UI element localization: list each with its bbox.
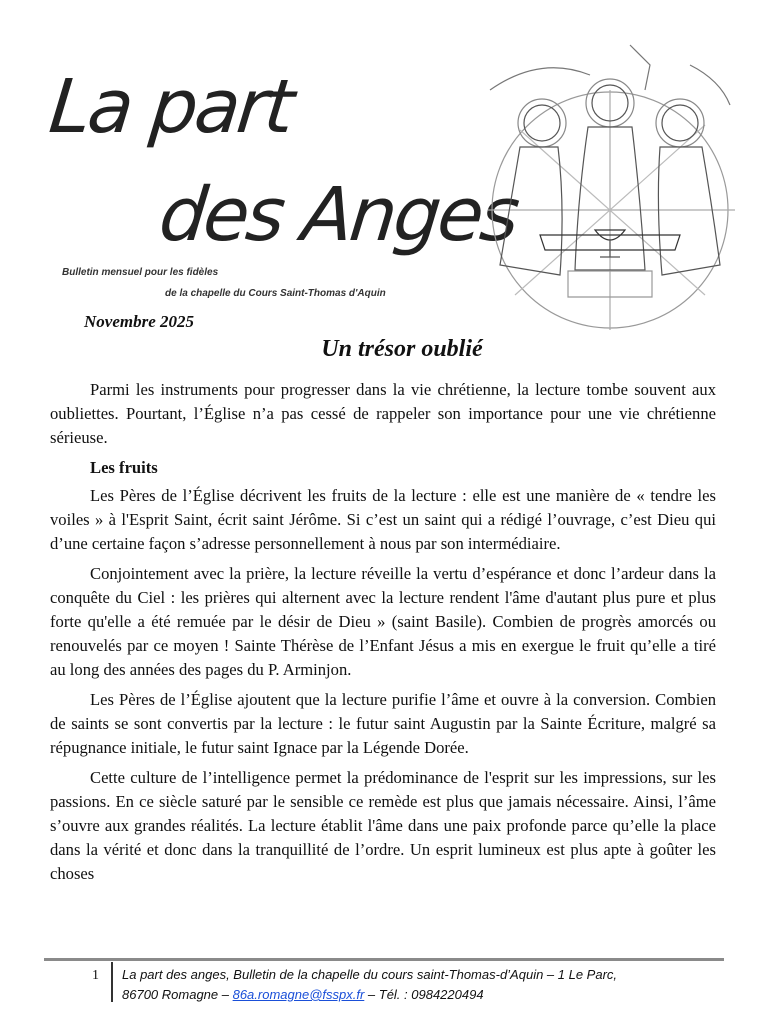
footer-address: 86700 Romagne –: [122, 987, 233, 1002]
paragraph: Les Pères de l’Église décrivent les fruits de la lecture : elle est une manière de « tendre les voiles » à l'Esprit Saint, écrit saint Jérôme. Si c’est un saint qui a rédigé l’ouvrage, c’est Dieu qui d’une certaine façon s’adresse personnellement à nous par son intermédiaire.: [50, 486, 716, 553]
paragraph: Cette culture de l’intelligence permet la prédominance de l'esprit sur les impressions, sur les passions. En ce siècle saturé par le sensible ce remède est plus que jamais nécessaire. Ainsi, l’âme s’ouvre aux grandes réalités. La lecture établit l'âme dans une paix profonde parce qu’elle la place dans la vérité et donc dans la tranquillité de l’ordre. Un esprit lumineux est plus apte à goûter les choses: [50, 768, 716, 883]
masthead-title: La part: [45, 64, 296, 150]
paragraph: Conjointement avec la prière, la lecture réveille la vertu d’espérance et donc l’ardeur dans la conquête du Ciel : les prières qui alternent avec la lecture rendent l'âme d'autant plus pure et plus forte qu'elle a été remuée par le désir de Dieu » (saint Basile). Combien de progrès amorcés ou renouvelés par ce moyen ! Sainte Thérèse de l’Enfant Jésus a mis en exergue le fruit qu’elle a tiré au long des années des pages du P. Arminjon.: [50, 564, 716, 679]
footer-separator: [111, 962, 113, 1002]
article-title: Un trésor oublié: [321, 336, 483, 362]
footer-rule: [44, 958, 724, 961]
trinity-icon: [480, 35, 748, 335]
article-body: [50, 378, 716, 892]
paragraph: Parmi les instruments pour progresser dans la vie chrétienne, la lecture tombe souvent aux oubliettes. Pourtant, l’Église n’a pas cessé de rappeler son importance pour une vie chrétienne sérieuse.: [50, 380, 716, 447]
masthead-tagline: Bulletin mensuel pour les fidèles: [62, 267, 219, 278]
issue-date: Novembre 2025: [84, 312, 195, 331]
masthead-tagline-second-line: de la chapelle du Cours Saint-Thomas d'Aquin: [165, 288, 386, 299]
footer-address-line: [122, 985, 712, 1005]
paragraph: Les Pères de l’Église ajoutent que la lecture purifie l’âme et ouvre à la conversion. Combien de saints se sont convertis par la lecture : le futur saint Augustin par la Sainte Écriture, malgré sa répugnance initiale, le futur saint Ignace par la Légende Dorée.: [50, 690, 716, 757]
masthead-title-second-line: des Anges: [155, 172, 521, 258]
footer-email-link[interactable]: 86a.romagne@fsspx.fr: [232, 987, 365, 1002]
footer: [122, 965, 712, 1005]
page-number: 1: [92, 968, 99, 983]
footer-line: La part des anges, Bulletin de la chapelle du cours saint-Thomas-d’Aquin – 1 Le Parc,: [122, 967, 618, 982]
section-heading: Les fruits: [90, 458, 158, 477]
footer-phone: – Tél. : 0984220494: [364, 987, 484, 1002]
